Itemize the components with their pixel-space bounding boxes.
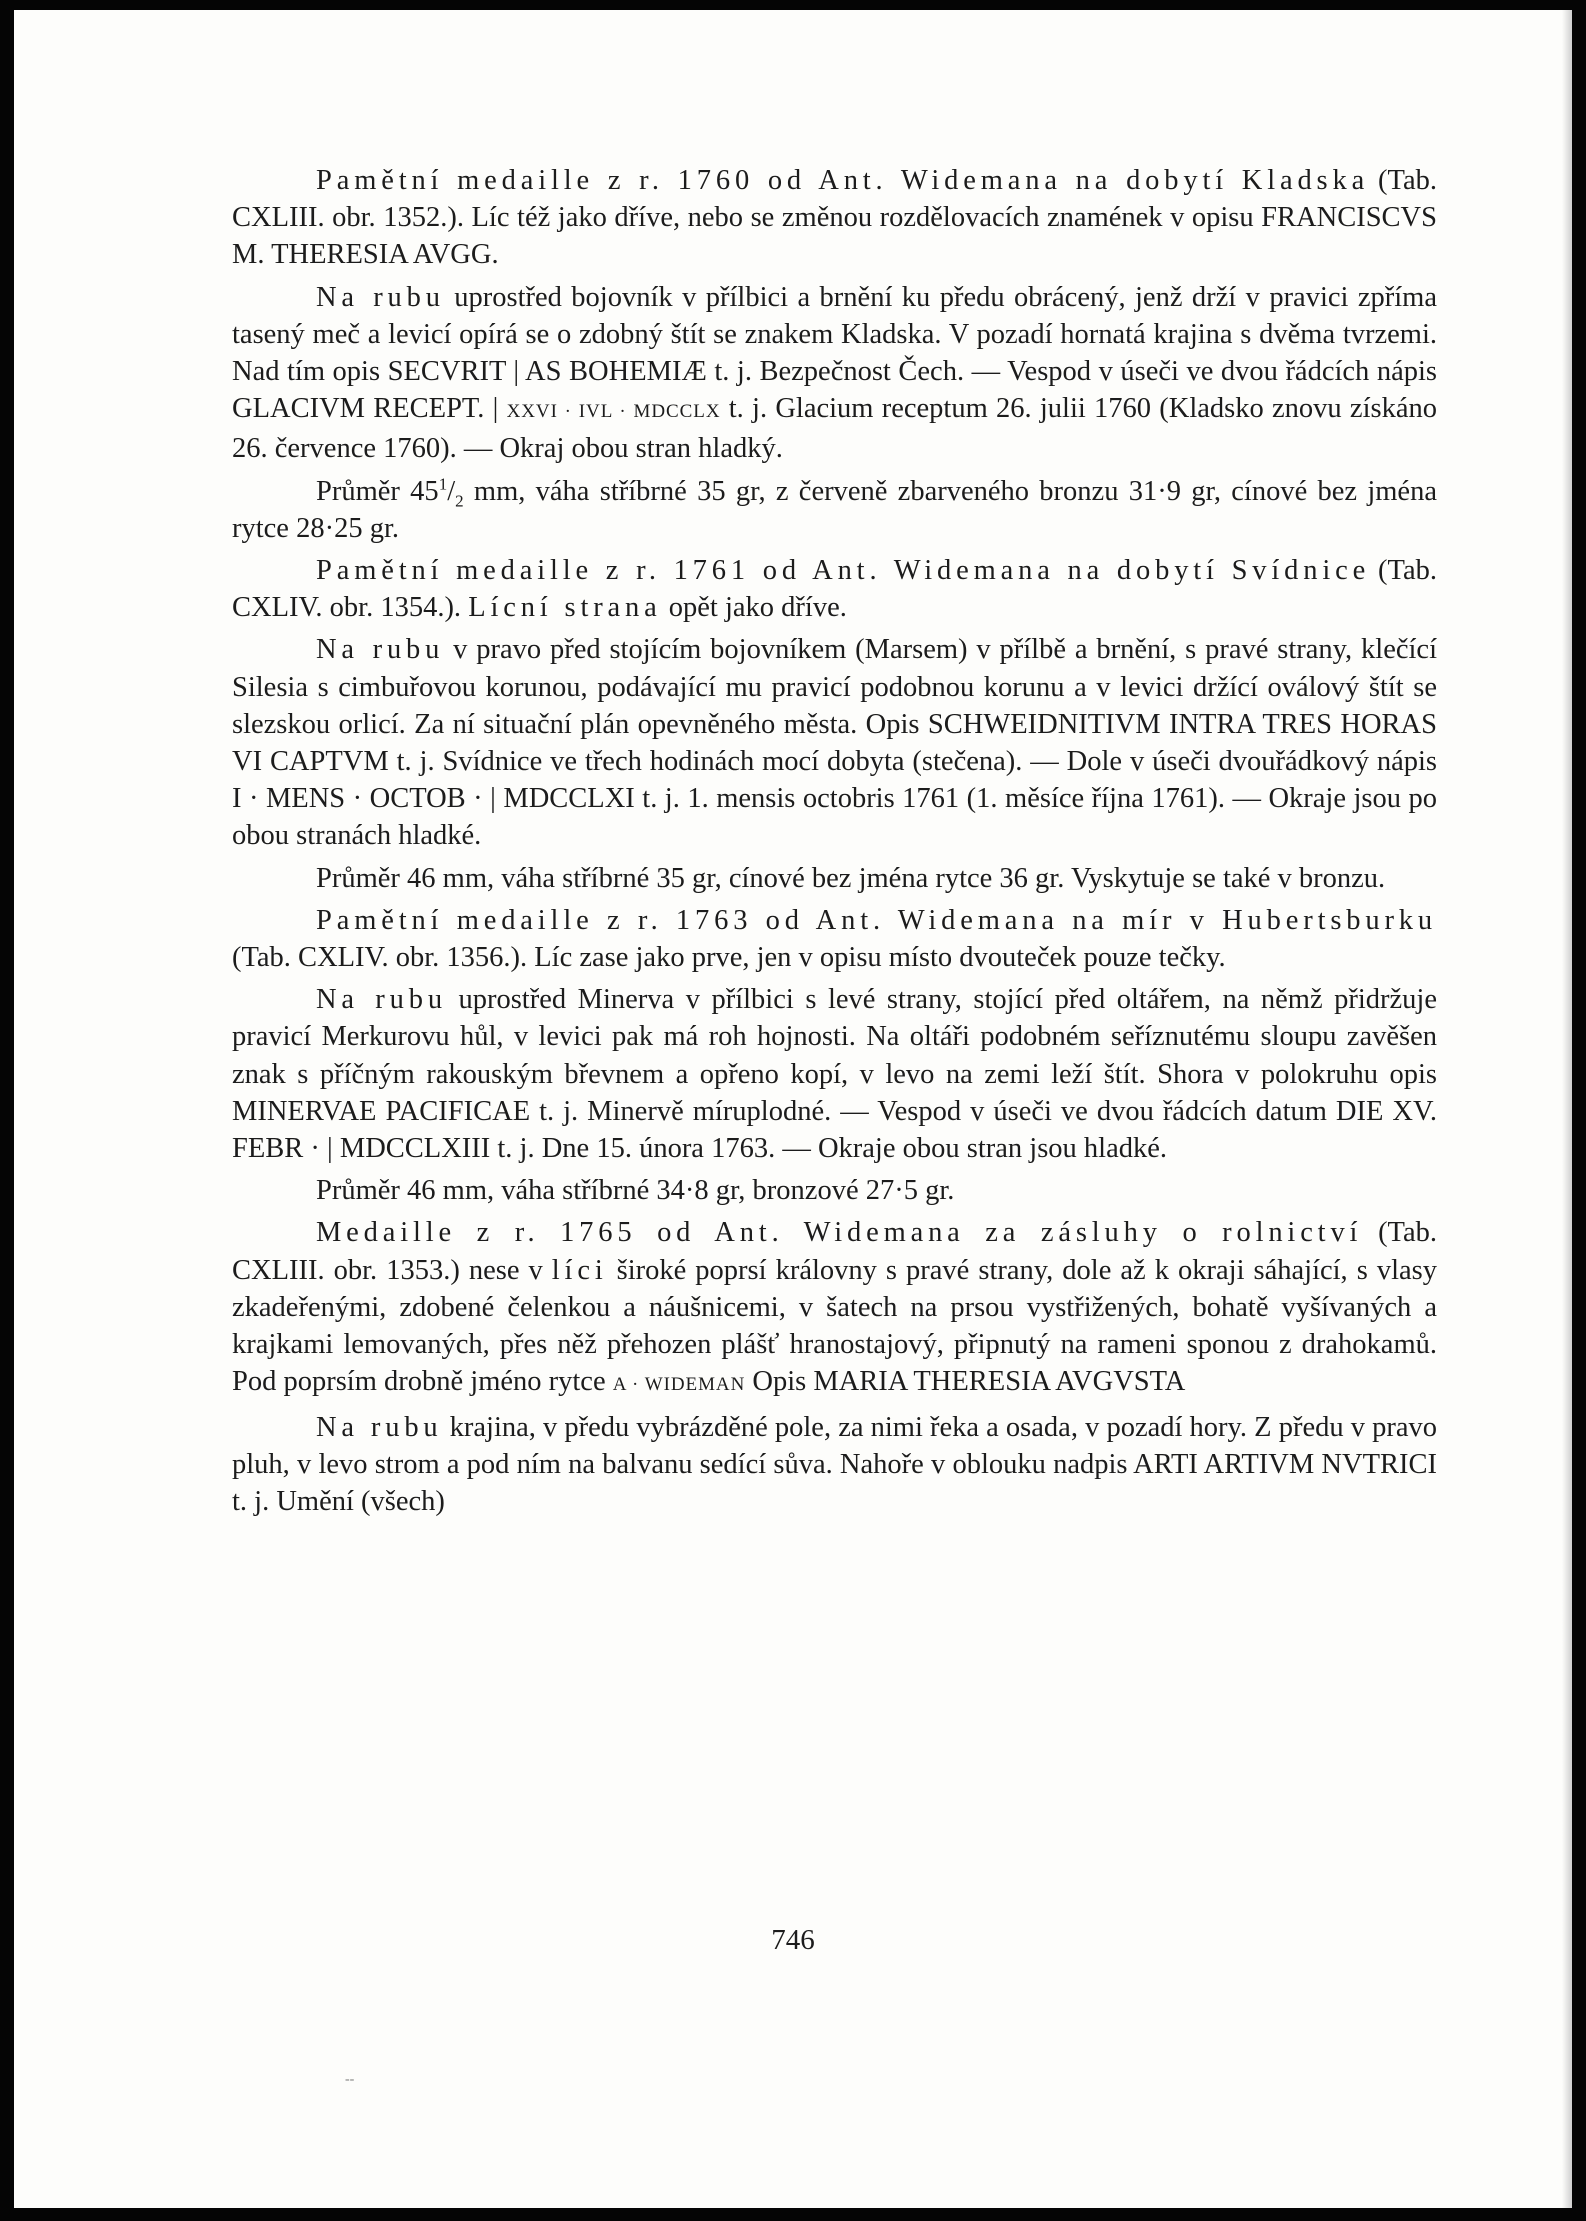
medal-heading: Medaille z r. 1765 od Ant. Widemana za zásluhy o rolnictví	[316, 1217, 1363, 1249]
paragraph-diameter-1761	[232, 860, 1437, 897]
paragraph-reverse-1760	[232, 279, 1437, 468]
paragraph-text: (Tab. CXLIV. obr. 1354.).	[232, 555, 1437, 624]
paragraph-text: Opis MARIA THERESIA AVGVSTA	[745, 1366, 1186, 1398]
stray-mark: --	[345, 2072, 355, 2087]
paragraph-medal-1765	[232, 1214, 1437, 1403]
paragraph-text: mm, váha stříbrné 35 gr, z červeně zbarveného bronzu 31·9 gr, cínové bez jména rytce 28·25 gr.	[232, 475, 1437, 544]
paragraph-text: v pravo před stojícím bojovníkem (Marsem) v přílbě a brnění, s pravé strany, klečící Silesia s cimbuřovou korunou, podávající mu pravicí podobnou korunu a v levici držící oválový štít se slezskou orlicí. Za ní situační plán opevněného města. Opis SCHWEIDNITIVM INTRA TRES HORAS VI CAPTVM t. j. Svídnice ve třech hodinách mocí dobyta (stečena). — Dole v úseči dvouřádkový nápis I · MENS · OCTOB · | MDCCLXI t. j. 1. mensis octobris 1761 (1. měsíce října 1761). — Okraje jsou po obou stranách hladké.	[232, 634, 1437, 852]
paragraph-medal-1763	[232, 902, 1437, 976]
page-edge-shadow	[1562, 10, 1572, 2208]
reverse-heading: Na rubu	[316, 1411, 443, 1443]
paragraph-text: opět jako dříve.	[661, 592, 847, 624]
paragraph-text: krajina, v předu vybrázděné pole, za nimi řeka a osada, v pozadí hory. Z předu v pravo pluh, v levo strom a pod ním na balvanu sedící sůva. Nahoře v oblouku nadpis ARTI ARTIVM NVTRICI t. j. Umění (všech)	[232, 1411, 1437, 1517]
medal-heading: Pamětní medaille z r. 1760 od Ant. Widemana na dobytí Kladska	[316, 165, 1370, 196]
reverse-heading: Na rubu	[316, 984, 447, 1016]
paragraph-text: (Tab. CXLIII. obr. 1352.). Líc též jako dříve, nebo se změnou rozdělovacích znamének v opisu FRANCISCVS M. THERESIA AVGG.	[232, 165, 1437, 271]
paragraph-reverse-1765	[232, 1409, 1437, 1521]
reverse-heading: Na rubu	[316, 634, 445, 666]
paragraph-text: Průměr 46 mm, váha stříbrné 34·8 gr, bronzové 27·5 gr.	[316, 1175, 955, 1207]
paragraph-diameter-1760	[232, 473, 1437, 547]
small-caps-inscription: XXVI · IVL · MDCCLX	[506, 401, 721, 423]
paragraph-text: uprostřed bojovník v přílbici a brnění ku předu obrácený, jenž drží v pravici zpříma tasený meč a levicí opírá se o zdobný štít se znakem Kladska. V pozadí hornatá krajina s dvěma tvrzemi. Nad tím opis SECVRIT | AS BOHEMIÆ t. j. Bezpečnost Čech. — Vespod v úseči ve dvou řádcích nápis GLACIVM RECEPT. |	[232, 281, 1437, 425]
paragraph-medal-1760	[232, 162, 1437, 274]
paragraph-text: t. j. Glacium receptum 26. julii 1760 (Kladsko znovu získáno 26. července 1760). — Okraj obou stran hladký.	[232, 393, 1437, 465]
fraction: $^1/_2$	[438, 474, 464, 511]
paragraph-text: (Tab. CXLIII. obr. 1353.) nese v	[232, 1217, 1438, 1286]
paragraph-reverse-1763	[232, 981, 1437, 1167]
obverse-heading: líci	[551, 1254, 608, 1286]
medal-heading: Pamětní medaille z r. 1761 od Ant. Widemana na dobytí Svídnice	[316, 555, 1371, 587]
paragraph-diameter-1763	[232, 1172, 1437, 1209]
obverse-heading: Lícní strana	[468, 592, 662, 624]
medal-heading: Pamětní medaille z r. 1763 od Ant. Widemana na mír v Hubertsburku	[316, 904, 1437, 936]
reverse-heading: Na rubu	[316, 281, 445, 313]
paragraph-medal-1761	[232, 552, 1437, 626]
small-caps-engraver: A · WIDEMAN	[612, 1374, 746, 1396]
paragraph-reverse-1761	[232, 631, 1437, 854]
diameter-prefix: Průměr 45	[316, 475, 439, 507]
paragraph-text: Průměr 46 mm, váha stříbrné 35 gr, cínové bez jména rytce 36 gr. Vyskytuje se také v bronzu.	[316, 862, 1386, 894]
paragraph-text: široké poprsí královny s pravé strany, dole až k okraji sáhající, s vlasy zkadeřenými, zdobené čelenkou a náušnicemi, v šatech na prsou vystřižených, bohatě vyšívaných a krajkami lemovaných, přes něž přehozen plášť hranostajový, připnutý na rameni sponou z drahokamů. Pod poprsím drobně jméno rytce	[232, 1254, 1437, 1398]
body-text	[232, 162, 1437, 1525]
page-number: 746	[771, 1924, 815, 1956]
paragraph-text: (Tab. CXLIV. obr. 1356.). Líc zase jako prve, jen v opisu místo dvouteček pouze tečky.	[232, 942, 1226, 974]
paragraph-text: uprostřed Minerva v přílbici s levé strany, stojící před oltářem, na němž přidržuje pravicí Merkurovu hůl, v levici pak má roh hojnosti. Na oltáři podobném seříznutému sloupu zavěšen znak s příčným rakouským břevnem a opřeno kopí, v levo na zemi leží štít. Shora v polokruhu opis MINERVAE PACIFICAE t. j. Minervě míruplodné. — Vespod v úseči ve dvou řádcích datum DIE XV. FEBR · | MDCCLXIII t. j. Dne 15. února 1763. — Okraje obou stran jsou hladké.	[232, 984, 1437, 1165]
